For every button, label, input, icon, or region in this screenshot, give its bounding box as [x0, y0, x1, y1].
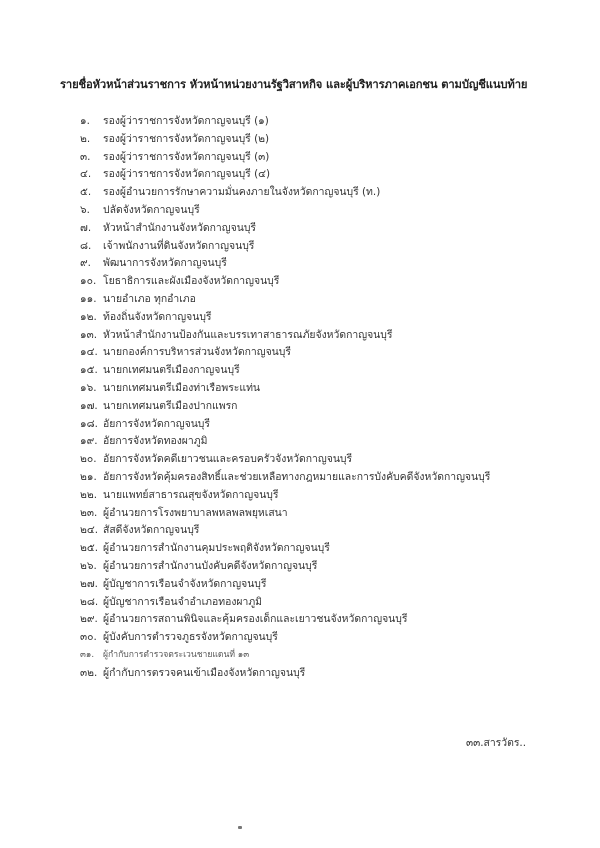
- list-item: [0, 202, 600, 220]
- item-number: ๑๗.: [80, 399, 98, 412]
- item-number: ๔.: [80, 168, 92, 181]
- continuation-note: ๓๓.สารวัตร..: [466, 737, 527, 749]
- list-item: [0, 184, 600, 202]
- item-number: ๙.: [80, 257, 91, 270]
- item-text: โยธาธิการและผังเมืองจังหวัดกาญจนบุรี: [103, 275, 280, 288]
- item-text: นายกเทศมนตรีเมืองปากแพรก: [103, 399, 238, 412]
- item-text: รองผู้ว่าราชการจังหวัดกาญจนบุรี (๓): [103, 150, 270, 163]
- list-item: [0, 220, 600, 238]
- item-text: ผู้บังคับการตำรวจภูธรจังหวัดกาญจนบุรี: [103, 631, 278, 644]
- list-item: [0, 149, 600, 167]
- list-item: [0, 522, 600, 540]
- list-item: [0, 273, 600, 291]
- list-item: [0, 665, 600, 683]
- list-item: [0, 433, 600, 451]
- item-text: ผู้บัญชาการเรือนจำอำเภอทองผาภูมิ: [103, 595, 263, 608]
- list-item: [0, 540, 600, 558]
- list-item: [0, 451, 600, 469]
- item-text: หัวหน้าสำนักงานจังหวัดกาญจนบุรี: [103, 221, 256, 234]
- list-item: [0, 487, 600, 505]
- list-item: [0, 629, 600, 647]
- list-item: [0, 131, 600, 149]
- item-number: ๒๖.: [80, 559, 97, 572]
- item-number: ๑๓.: [80, 328, 98, 341]
- item-text: นายอำเภอ ทุกอำเภอ: [103, 292, 196, 305]
- item-number: ๑๔.: [80, 346, 98, 359]
- list-item: [0, 558, 600, 576]
- item-text: รองผู้ว่าราชการจังหวัดกาญจนบุรี (๑): [103, 115, 269, 127]
- list-item: [0, 611, 600, 629]
- item-number: ๒๒.: [80, 488, 98, 501]
- item-number: ๑.: [80, 115, 90, 127]
- item-text: รองผู้ว่าราชการจังหวัดกาญจนบุรี (๒): [103, 132, 270, 145]
- item-text: ผู้อำนวยการโรงพยาบาลพหลพลพยุหเสนา: [103, 506, 288, 519]
- list-item: [0, 647, 600, 665]
- list-item: [0, 380, 600, 398]
- item-text: นายกองค์การบริหารส่วนจังหวัดกาญจนบุรี: [103, 346, 291, 359]
- list-item: [0, 113, 600, 131]
- item-text: นายแพทย์สาธารณสุขจังหวัดกาญจนบุรี: [103, 488, 279, 501]
- item-number: ๒๙.: [80, 613, 98, 626]
- item-number: ๑๖.: [80, 381, 97, 394]
- item-number: ๕.: [80, 186, 92, 199]
- item-text: ผู้บัญชาการเรือนจำจังหวัดกาญจนบุรี: [103, 577, 267, 590]
- item-number: ๒๑.: [80, 470, 97, 483]
- item-number: ๑๒.: [80, 310, 97, 323]
- item-number: ๓๑.: [80, 649, 95, 660]
- item-text: อัยการจังหวัดคดีเยาวชนและครอบครัวจังหวัดกาญจนบุรี: [103, 453, 353, 466]
- item-text: หัวหน้าสำนักงานป้องกันและบรรเทาสาธารณภัยจังหวัดกาญจนบุรี: [103, 328, 393, 341]
- list-item: [0, 344, 600, 362]
- item-text: รองผู้ว่าราชการจังหวัดกาญจนบุรี (๔): [103, 168, 271, 181]
- list-item: [0, 469, 600, 487]
- document-title: รายชื่อหัวหน้าส่วนราชการ หัวหน้าหน่วยงานรัฐวิสาหกิจ และผู้บริหารภาคเอกชน ตามบัญชีแนบท้าย: [60, 78, 528, 91]
- item-number: ๒๘.: [80, 595, 99, 608]
- list-item: [0, 416, 600, 434]
- item-number: ๓๐.: [80, 631, 97, 644]
- list-item: [0, 362, 600, 380]
- list-item: [0, 505, 600, 523]
- page-mark: [238, 826, 242, 829]
- item-number: ๒๗.: [80, 577, 98, 590]
- item-number: ๘.: [80, 239, 92, 252]
- item-text: ผู้อำนวยการสำนักงานคุมประพฤติจังหวัดกาญจนบุรี: [103, 542, 330, 555]
- officials-list: [0, 113, 600, 683]
- item-text: ผู้กำกับการตรวจคนเข้าเมืองจังหวัดกาญจนบุรี: [103, 666, 306, 679]
- item-number: ๒๕.: [80, 542, 99, 555]
- list-item: [0, 255, 600, 273]
- list-item: [0, 398, 600, 416]
- item-text: นายกเทศมนตรีเมืองท่าเรือพระแท่น: [103, 381, 261, 394]
- item-text: อัยการจังหวัดคุ้มครองสิทธิ์และช่วยเหลือทางกฎหมายและการบังคับคดีจังหวัดกาญจนบุรี: [103, 470, 491, 483]
- item-text: อัยการจังหวัดทองผาภูมิ: [103, 435, 208, 448]
- item-number: ๓.: [80, 150, 91, 163]
- list-item: [0, 309, 600, 327]
- item-number: ๑๐.: [80, 275, 97, 288]
- item-text: ท้องถิ่นจังหวัดกาญจนบุรี: [103, 310, 212, 323]
- list-item: [0, 291, 600, 309]
- item-text: เจ้าพนักงานที่ดินจังหวัดกาญจนบุรี: [103, 239, 255, 252]
- list-item: [0, 166, 600, 184]
- item-number: ๑๘.: [80, 417, 98, 430]
- item-number: ๗.: [80, 221, 92, 234]
- item-number: ๖.: [80, 203, 90, 216]
- item-number: ๒.: [80, 132, 91, 145]
- item-text: ผู้อำนวยการสำนักงานบังคับคดีจังหวัดกาญจนบุรี: [103, 559, 318, 572]
- item-text: ปลัดจังหวัดกาญจนบุรี: [103, 203, 200, 216]
- item-text: อัยการจังหวัดกาญจนบุรี: [103, 417, 210, 430]
- item-text: รองผู้อำนวยการรักษาความมั่นคงภายในจังหวัดกาญจนบุรี (ท.): [103, 186, 381, 199]
- item-text: นายกเทศมนตรีเมืองกาญจนบุรี: [103, 364, 240, 377]
- item-number: ๒๓.: [80, 506, 98, 519]
- item-number: ๑๙.: [80, 435, 98, 448]
- list-item: [0, 594, 600, 612]
- item-text: ผู้อำนวยการสถานพินิจและคุ้มครองเด็กและเยาวชนจังหวัดกาญจนบุรี: [103, 613, 408, 626]
- item-number: ๓๒.: [80, 666, 98, 679]
- item-number: ๒๐.: [80, 453, 97, 466]
- item-text: สัสดีจังหวัดกาญจนบุรี: [103, 524, 200, 537]
- item-number: ๑๑.: [80, 292, 97, 305]
- item-number: ๑๕.: [80, 364, 98, 377]
- item-text: ผู้กำกับการตำรวจตระเวนชายแดนที่ ๑๓: [103, 649, 250, 660]
- list-item: [0, 327, 600, 345]
- list-item: [0, 576, 600, 594]
- list-item: [0, 238, 600, 256]
- item-number: ๒๔.: [80, 524, 99, 537]
- item-text: พัฒนาการจังหวัดกาญจนบุรี: [103, 257, 227, 270]
